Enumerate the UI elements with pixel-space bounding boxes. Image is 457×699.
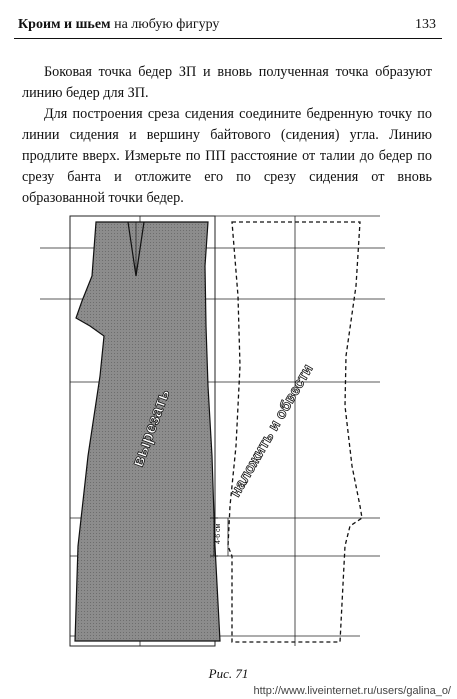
book-title-rest: на любую фигуру bbox=[110, 17, 220, 32]
running-header bbox=[14, 16, 442, 39]
body-text bbox=[22, 62, 432, 209]
book-title-bold: Кроим и шьем bbox=[18, 17, 111, 32]
book-title bbox=[18, 17, 219, 33]
figure-caption: Рис. 71 bbox=[208, 666, 249, 681]
paragraph-1: Боковая точка бедер ЗП и вновь полученная точка образуют линию бедер для ЗП. bbox=[22, 64, 432, 101]
pattern-figure bbox=[0, 206, 457, 666]
cut-label: вырезать bbox=[127, 386, 174, 470]
watermark: http://www.liveinternet.ru/users/galina_o/ bbox=[253, 685, 451, 697]
dimension-label: 4-6 см bbox=[215, 523, 222, 544]
paragraph-2: Для построения среза сидения соедините бедренную точку по линии сидения и вершину байтового (сидения) угла. Линию продлите вверх. Измерьте по ПП расстояние от талии до бедер по срезу банта и отложите его по срезу сидения от вновь образованной точки бедер. bbox=[22, 106, 432, 206]
page-number: 133 bbox=[415, 17, 436, 32]
overlay-label: наложить и обвести bbox=[226, 361, 317, 500]
